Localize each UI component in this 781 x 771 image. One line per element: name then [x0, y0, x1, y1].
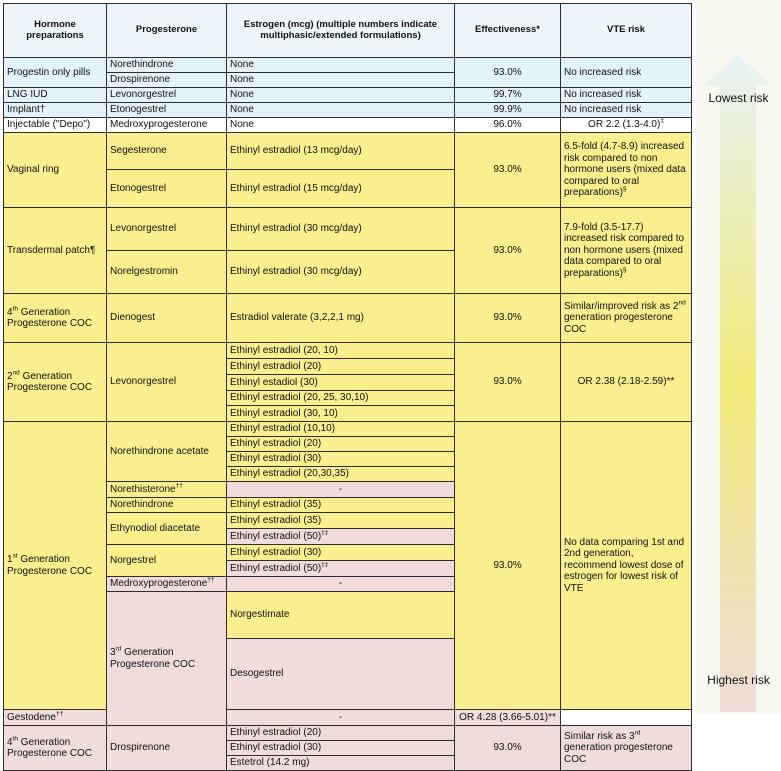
header-vte-risk: VTE risk — [561, 4, 692, 58]
progesterone-cell — [107, 482, 227, 498]
estrogen-cell: Estradiol valerate (3,2,2,1 mg) — [227, 294, 455, 343]
vte-gen-number: 3 — [629, 730, 635, 742]
progesterone-cell: Levonorgestrel — [107, 343, 227, 422]
estrogen-cell: Ethinyl estradiol (20,30,35) — [227, 467, 455, 482]
estrogen-cell: Ethinyl estadiol (30) — [227, 375, 455, 391]
estrogen-cell: None — [227, 118, 455, 133]
footnote-mark: § — [622, 185, 627, 193]
header-hormone-preparations: Hormone preparations — [4, 4, 107, 58]
effectiveness-cell: 93.0% — [455, 343, 561, 422]
vte-gen-number: 2 — [672, 300, 679, 312]
risk-scale — [696, 0, 781, 714]
vte-cell — [561, 118, 692, 133]
progesterone-cell: Medroxyprogesterone — [107, 118, 227, 133]
group-label-gen3 — [107, 592, 227, 726]
contraceptive-vte-table — [3, 3, 692, 771]
highest-risk-label: Highest risk — [707, 673, 770, 687]
estrogen-cell: Ethinyl estradiol (30 mcg/day) — [227, 208, 455, 251]
group-label-vaginal-ring: Vaginal ring — [4, 133, 107, 208]
footnote-mark: †† — [207, 576, 215, 584]
group-label-gen4-dienogest — [4, 294, 107, 343]
estrogen-cell: Ethinyl estradiol (30) — [227, 452, 455, 467]
progesterone-cell: Norethindrone acetate — [107, 422, 227, 482]
gen-number: 3 — [110, 647, 116, 658]
vte-gen-suffix: nd — [678, 299, 686, 307]
progesterone-name: Medroxyprogesterone — [110, 578, 208, 590]
header-estrogen: Estrogen (mcg) (multiple numbers indicate multiphasic/extended formulations) — [227, 4, 455, 58]
estrogen-cell: None — [227, 103, 455, 118]
estrogen-cell: None — [227, 88, 455, 103]
progesterone-cell: Norelgestromin — [107, 251, 227, 294]
header-progesterone: Progesterone — [107, 4, 227, 58]
gen-number: 1 — [7, 554, 13, 565]
vte-cell: OR 4.28 (3.66-5.01)** — [455, 710, 561, 726]
estrogen-cell: Ethinyl estradiol (20) — [227, 726, 455, 741]
group-label-implant: Implant† — [4, 103, 107, 118]
estrogen-cell: Ethinyl estradiol (15 mcg/day) — [227, 170, 455, 208]
vte-text: OR 2.2 (1.3-4.0) — [588, 119, 661, 131]
estrogen-cell: Ethinyl estradiol (30) — [227, 545, 455, 561]
group-label-gen2 — [4, 343, 107, 422]
vte-text: 6.5-fold (4.7-8.9) increased risk compared to non hormone users (mixed data compared to oral preparations) — [564, 141, 686, 199]
progesterone-cell: Norethindrone — [107, 58, 227, 73]
progesterone-cell: Norgestimate — [227, 592, 455, 639]
estrogen-cell: None — [227, 58, 455, 73]
risk-arrow-svg — [696, 0, 781, 714]
gen-suffix: th — [12, 735, 18, 743]
vte-text-tail: generation progesterone COC — [564, 312, 673, 335]
footnote-mark: ‡‡ — [321, 529, 329, 537]
estrogen-cell: Ethinyl estradiol (13 mcg/day) — [227, 133, 455, 170]
vte-text-tail: generation progesterone COC — [564, 742, 673, 765]
effectiveness-cell: 93.0% — [455, 422, 561, 710]
gen-label: Generation Progesterone COC — [7, 736, 93, 759]
effectiveness-cell: 93.0% — [455, 58, 561, 88]
vte-text: Similar risk as — [564, 730, 630, 742]
estrogen-cell: Ethinyl estradiol (30, 10) — [227, 406, 455, 422]
vte-cell — [561, 133, 692, 208]
estrogen-cell: Ethinyl estradiol (30 mcg/day) — [227, 251, 455, 294]
gen-number: 2 — [7, 370, 13, 382]
gen-label: Generation Progesterone COC — [7, 554, 93, 577]
estrogen-cell: - — [227, 482, 455, 498]
effectiveness-cell: 93.0% — [455, 726, 561, 771]
effectiveness-cell: 93.0% — [455, 294, 561, 343]
gen-label: Generation Progesterone COC — [7, 306, 93, 329]
effectiveness-cell: 99.7% — [455, 88, 561, 103]
footnote-mark: § — [622, 266, 627, 274]
estrogen-cell: Ethinyl estradiol (20) — [227, 437, 455, 452]
vte-gen-suffix: rd — [634, 729, 641, 737]
footnote-mark: ‡‡ — [321, 561, 329, 569]
gen-number: 4 — [7, 736, 13, 748]
gen-suffix: rd — [115, 645, 122, 653]
effectiveness-cell: 96.0% — [455, 118, 561, 133]
vte-cell: No increased risk — [561, 103, 692, 118]
estrogen-cell: - — [227, 710, 455, 726]
estrogen-cell: Ethinyl estradiol (30) — [227, 741, 455, 756]
progesterone-cell: Segesterone — [107, 133, 227, 170]
vte-cell — [561, 208, 692, 294]
estrogen-cell: Ethinyl estradiol (20, 10) — [227, 343, 455, 359]
effectiveness-cell: 93.0% — [455, 208, 561, 294]
progesterone-cell: Norgestrel — [107, 545, 227, 577]
progesterone-name: Norethisterone — [110, 483, 176, 495]
progesterone-cell: Ethynodiol diacetate — [107, 513, 227, 545]
progesterone-cell: Etonogestrel — [107, 170, 227, 208]
gen-suffix: nd — [12, 369, 20, 377]
estrogen-cell — [227, 529, 455, 545]
gen-label: Generation Progesterone COC — [110, 647, 196, 670]
vte-cell — [561, 294, 692, 343]
progesterone-cell — [107, 577, 227, 592]
progesterone-cell: Etonogestrel — [107, 103, 227, 118]
vte-cell: No increased risk — [561, 88, 692, 103]
progesterone-cell: Drospirenone — [107, 73, 227, 88]
gen-suffix: th — [12, 305, 18, 313]
estrogen-name: Ethinyl estradiol (50) — [230, 562, 322, 574]
estrogen-cell: Ethinyl estradiol (35) — [227, 498, 455, 513]
progesterone-cell: Norethindrone — [107, 498, 227, 513]
progesterone-cell: Desogestrel — [227, 639, 455, 710]
group-label-gen4-drospirenone — [4, 726, 107, 771]
estrogen-cell: None — [227, 73, 455, 88]
estrogen-cell: Ethinyl estradiol (20, 25, 30,10) — [227, 391, 455, 406]
progesterone-cell: Drospirenone — [107, 726, 227, 771]
vte-cell: OR 2.38 (2.18-2.59)** — [561, 343, 692, 422]
group-label-gen1 — [4, 422, 107, 710]
estrogen-cell: Estetrol (14.2 mg) — [227, 756, 455, 771]
lowest-risk-label: Lowest risk — [708, 91, 769, 105]
estrogen-cell: Ethinyl estradiol (10,10) — [227, 422, 455, 437]
estrogen-cell: Ethinyl estradiol (20) — [227, 359, 455, 375]
header-effectiveness: Effectiveness* — [455, 4, 561, 58]
vte-cell: No data comparing 1st and 2nd generation, recommend lowest dose of estrogen for lowest risk of VTE — [561, 422, 692, 710]
group-label-injectable: Injectable ("Depo") — [4, 118, 107, 133]
estrogen-cell: - — [227, 577, 455, 592]
progesterone-cell: Dienogest — [107, 294, 227, 343]
effectiveness-cell: 99.9% — [455, 103, 561, 118]
estrogen-name: Ethinyl estradiol (50) — [230, 530, 322, 542]
gen-label: Generation Progesterone COC — [7, 370, 93, 393]
group-label-transdermal-patch: Transdermal patch¶ — [4, 208, 107, 294]
vte-cell: No increased risk — [561, 58, 692, 88]
group-label-lng-iud: LNG IUD — [4, 88, 107, 103]
progesterone-name: Gestodene — [7, 711, 56, 723]
gen-suffix: st — [12, 552, 18, 560]
footnote-mark: ‡ — [660, 117, 664, 125]
risk-arrow — [705, 55, 771, 712]
vte-text: Similar/improved risk as — [564, 300, 673, 312]
progesterone-cell — [4, 710, 107, 726]
vte-cell — [561, 726, 692, 771]
vte-text: 7.9-fold (3.5-17.7) increased risk compared to non hormone users (mixed data compared to oral preparations) — [564, 221, 685, 279]
estrogen-cell: Ethinyl estradiol (35) — [227, 513, 455, 529]
estrogen-cell — [227, 561, 455, 577]
group-label-progestin-only: Progestin only pills — [4, 58, 107, 88]
footnote-mark: †† — [175, 482, 183, 490]
effectiveness-cell: 93.0% — [455, 133, 561, 208]
footnote-mark: †† — [55, 710, 64, 718]
gen-number: 4 — [7, 306, 13, 318]
progesterone-cell: Levonorgestrel — [107, 88, 227, 103]
progesterone-cell: Levonorgestrel — [107, 208, 227, 251]
